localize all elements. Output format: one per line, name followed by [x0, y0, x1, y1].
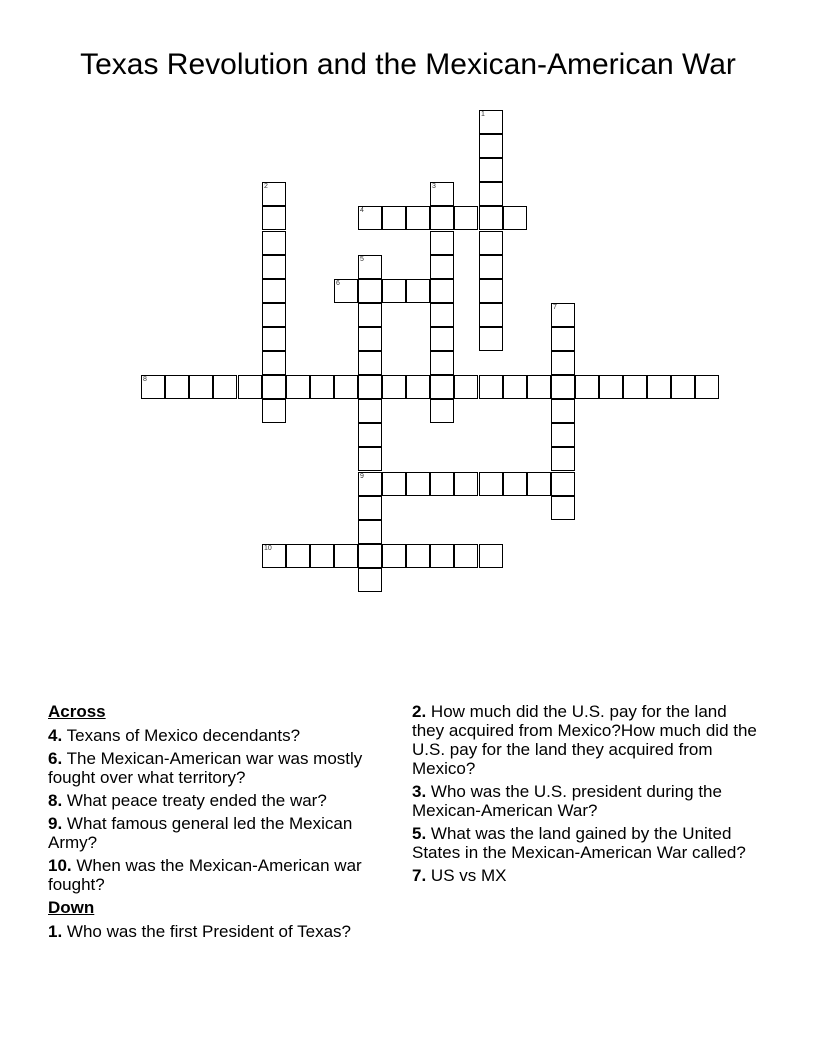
crossword-cell[interactable] — [406, 375, 430, 399]
crossword-cell[interactable] — [262, 544, 286, 568]
crossword-cell[interactable] — [430, 327, 454, 351]
crossword-cell[interactable] — [479, 544, 503, 568]
clue-number: 8. — [48, 791, 63, 810]
crossword-cell[interactable] — [430, 231, 454, 255]
crossword-cell[interactable] — [358, 303, 382, 327]
cell-number: 5 — [360, 256, 364, 263]
crossword-cell[interactable] — [358, 351, 382, 375]
crossword-cell[interactable] — [262, 231, 286, 255]
cell-number: 7 — [553, 304, 557, 311]
crossword-cell[interactable] — [503, 472, 527, 496]
clue-text: What famous general led the Mexican Army? — [48, 814, 353, 852]
crossword-cell[interactable] — [430, 375, 454, 399]
crossword-cell[interactable] — [358, 206, 382, 230]
crossword-cell[interactable] — [551, 472, 575, 496]
clues-right-column — [412, 702, 757, 889]
crossword-cell[interactable] — [262, 351, 286, 375]
crossword-cell[interactable] — [479, 279, 503, 303]
crossword-cell[interactable] — [430, 399, 454, 423]
crossword-cell[interactable] — [479, 206, 503, 230]
clue-across-6 — [48, 749, 378, 787]
crossword-cell[interactable] — [406, 279, 430, 303]
crossword-cell[interactable] — [358, 279, 382, 303]
crossword-cell[interactable] — [382, 206, 406, 230]
crossword-cell[interactable] — [262, 206, 286, 230]
crossword-cell[interactable] — [551, 375, 575, 399]
crossword-cell[interactable] — [647, 375, 671, 399]
crossword-cell[interactable] — [430, 206, 454, 230]
crossword-cell[interactable] — [310, 544, 334, 568]
crossword-cell[interactable] — [454, 375, 478, 399]
clue-text: Who was the U.S. president during the Mexican-American War? — [412, 782, 722, 820]
clue-text: Who was the first President of Texas? — [66, 922, 352, 941]
crossword-cell[interactable] — [358, 399, 382, 423]
crossword-cell[interactable] — [479, 375, 503, 399]
crossword-cell[interactable] — [238, 375, 262, 399]
clue-number: 2. — [412, 702, 427, 721]
crossword-cell[interactable] — [358, 568, 382, 592]
clue-number: 1. — [48, 922, 63, 941]
cell-number: 8 — [143, 376, 147, 383]
crossword-cell[interactable] — [551, 303, 575, 327]
crossword-cell[interactable] — [406, 206, 430, 230]
clue-text: The Mexican-American war was mostly fought over what territory? — [48, 749, 363, 787]
crossword-cell[interactable] — [551, 496, 575, 520]
crossword-cell[interactable] — [358, 447, 382, 471]
crossword-cell[interactable] — [430, 351, 454, 375]
clue-across-8 — [48, 791, 378, 810]
crossword-cell[interactable] — [358, 255, 382, 279]
crossword-cell[interactable] — [358, 423, 382, 447]
crossword-cell[interactable] — [358, 520, 382, 544]
clue-number: 6. — [48, 749, 63, 768]
crossword-cell[interactable] — [503, 375, 527, 399]
crossword-cell[interactable] — [358, 496, 382, 520]
crossword-cell[interactable] — [527, 375, 551, 399]
clue-across-9 — [48, 814, 378, 852]
cell-number: 1 — [481, 111, 485, 118]
crossword-cell[interactable] — [358, 327, 382, 351]
clue-number: 5. — [412, 824, 427, 843]
crossword-cell[interactable] — [551, 423, 575, 447]
crossword-cell[interactable] — [479, 472, 503, 496]
crossword-cell[interactable] — [479, 231, 503, 255]
crossword-cell[interactable] — [430, 544, 454, 568]
crossword-cell[interactable] — [406, 472, 430, 496]
crossword-cell[interactable] — [382, 472, 406, 496]
clue-number: 7. — [412, 866, 427, 885]
crossword-cell[interactable] — [479, 255, 503, 279]
clue-down-2 — [412, 702, 757, 778]
cell-number: 3 — [432, 183, 436, 190]
crossword-cell[interactable] — [430, 182, 454, 206]
crossword-cell[interactable] — [430, 279, 454, 303]
crossword-cell[interactable] — [599, 375, 623, 399]
clue-text: US vs MX — [430, 866, 507, 885]
clue-across-10 — [48, 856, 378, 894]
crossword-cell[interactable] — [334, 544, 358, 568]
crossword-cell[interactable] — [695, 375, 719, 399]
clue-number: 10. — [48, 856, 72, 875]
crossword-cell[interactable] — [382, 375, 406, 399]
crossword-cell[interactable] — [262, 182, 286, 206]
crossword-cell[interactable] — [334, 279, 358, 303]
clue-text: Texans of Mexico decendants? — [66, 726, 301, 745]
crossword-cell[interactable] — [551, 399, 575, 423]
crossword-cell[interactable] — [479, 110, 503, 134]
crossword-cell[interactable] — [454, 206, 478, 230]
crossword-cell[interactable] — [479, 182, 503, 206]
puzzle-title: Texas Revolution and the Mexican-American War — [80, 48, 736, 81]
crossword-cell[interactable] — [551, 351, 575, 375]
crossword-cell[interactable] — [358, 472, 382, 496]
crossword-cell[interactable] — [310, 375, 334, 399]
crossword-cell[interactable] — [334, 375, 358, 399]
crossword-cell[interactable] — [623, 375, 647, 399]
crossword-cell[interactable] — [358, 375, 382, 399]
clue-text: How much did the U.S. pay for the land they acquired from Mexico?How much did the U.S. pay for the land they acquired from Mexico? — [412, 702, 757, 778]
crossword-cell[interactable] — [551, 447, 575, 471]
crossword-cell[interactable] — [165, 375, 189, 399]
cell-number: 4 — [360, 207, 364, 214]
crossword-cell[interactable] — [503, 206, 527, 230]
clue-text: When was the Mexican-American war fought? — [48, 856, 362, 894]
cell-number: 10 — [264, 545, 272, 552]
clue-text: What peace treaty ended the war? — [66, 791, 327, 810]
crossword-cell[interactable] — [430, 472, 454, 496]
crossword-cell[interactable] — [551, 327, 575, 351]
crossword-cell[interactable] — [262, 279, 286, 303]
clue-number: 3. — [412, 782, 427, 801]
crossword-cell[interactable] — [189, 375, 213, 399]
crossword-cell[interactable] — [671, 375, 695, 399]
crossword-cell[interactable] — [479, 303, 503, 327]
clue-text: What was the land gained by the United States in the Mexican-American War called? — [412, 824, 746, 862]
crossword-cell[interactable] — [286, 375, 310, 399]
cell-number: 6 — [336, 280, 340, 287]
clue-down-5 — [412, 824, 757, 862]
clue-number: 9. — [48, 814, 63, 833]
cell-number: 2 — [264, 183, 268, 190]
clue-down-1 — [48, 922, 378, 941]
crossword-cell[interactable] — [141, 375, 165, 399]
crossword-cell[interactable] — [406, 544, 430, 568]
crossword-cell[interactable] — [479, 134, 503, 158]
crossword-cell[interactable] — [575, 375, 599, 399]
crossword-cell[interactable] — [430, 303, 454, 327]
across-heading: Across — [48, 702, 106, 721]
crossword-cell[interactable] — [358, 544, 382, 568]
crossword-cell[interactable] — [262, 399, 286, 423]
crossword-cell[interactable] — [479, 158, 503, 182]
cell-number: 9 — [360, 473, 364, 480]
crossword-cell[interactable] — [454, 544, 478, 568]
crossword-cell[interactable] — [286, 544, 310, 568]
crossword-cell[interactable] — [262, 375, 286, 399]
down-heading: Down — [48, 898, 95, 917]
crossword-cell[interactable] — [430, 255, 454, 279]
clues-left-column — [48, 702, 378, 945]
clue-down-3 — [412, 782, 757, 820]
crossword-cell[interactable] — [479, 327, 503, 351]
crossword-cell[interactable] — [382, 544, 406, 568]
crossword-cell[interactable] — [262, 255, 286, 279]
crossword-cell[interactable] — [454, 472, 478, 496]
crossword-cell[interactable] — [382, 279, 406, 303]
clue-down-7 — [412, 866, 757, 885]
crossword-cell[interactable] — [262, 327, 286, 351]
clue-number: 4. — [48, 726, 63, 745]
crossword-cell[interactable] — [527, 472, 551, 496]
crossword-cell[interactable] — [262, 303, 286, 327]
clue-across-4 — [48, 726, 378, 745]
crossword-cell[interactable] — [213, 375, 237, 399]
